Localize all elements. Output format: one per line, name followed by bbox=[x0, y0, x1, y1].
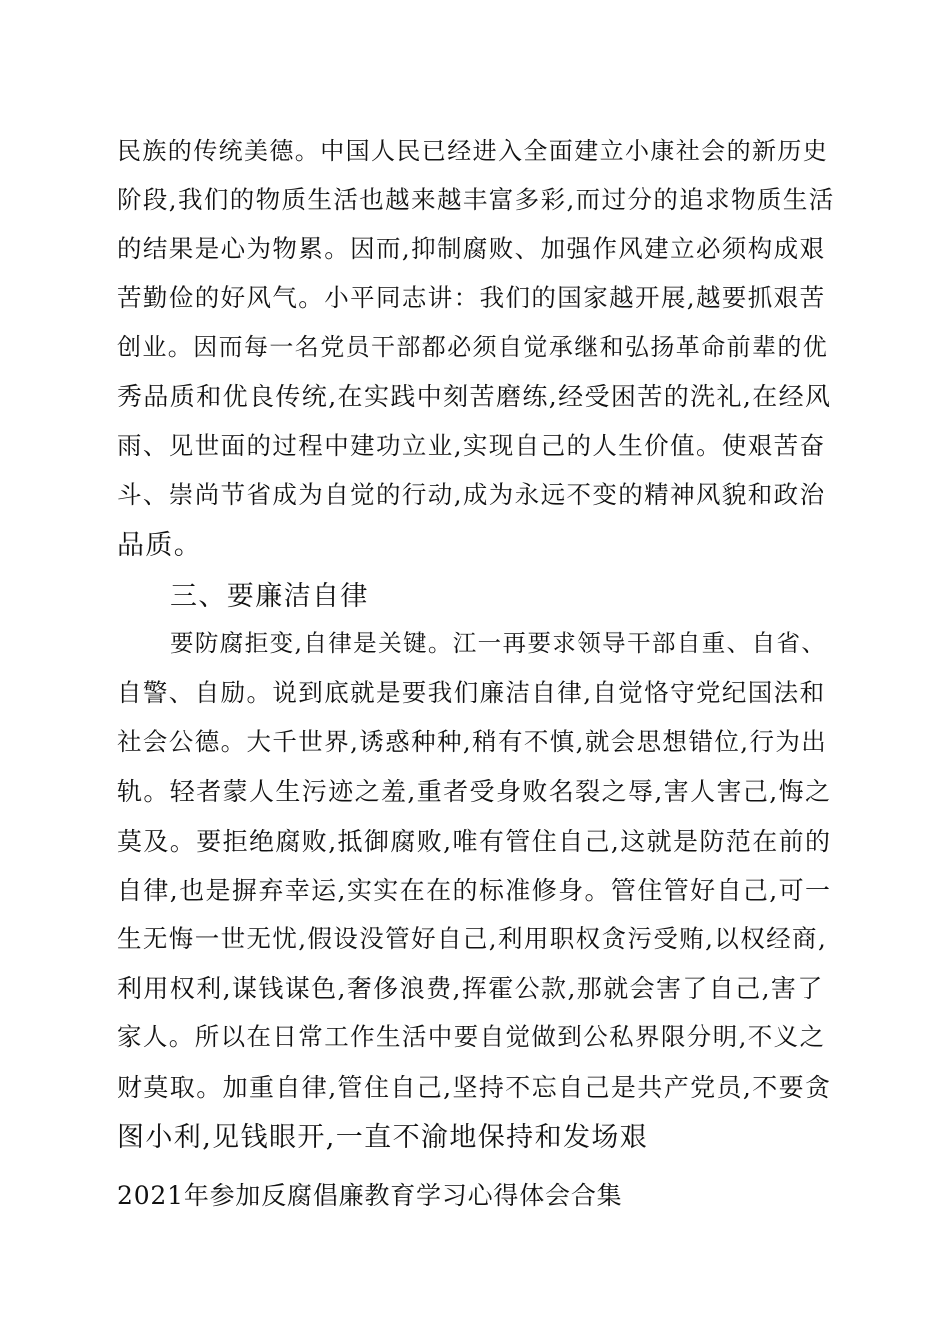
paragraph-line: 图小利,见钱眼开,一直不渝地保持和发场艰 bbox=[117, 1122, 649, 1153]
paragraph-line: 创业。因而每一名党员干部都必须自觉承继和弘扬革命前辈的优 bbox=[117, 333, 829, 361]
paragraph-line: 苦勤俭的好风气。小平同志讲：我们的国家越开展,越要抓艰苦 bbox=[117, 283, 826, 312]
paragraph-line: 利用权利,谋钱谋色,奢侈浪费,挥霍公款,那就会害了自己,害了 bbox=[117, 974, 824, 1003]
paragraph-line: 轨。轻者蒙人生污迹之羞,重者受身败名裂之辱,害人害己,悔之 bbox=[117, 777, 832, 806]
paragraph-line: 品质。 bbox=[117, 530, 203, 561]
paragraph-line: 财莫取。加重自律,管住自己,坚持不忘自己是共产党员,不要贪 bbox=[117, 1073, 832, 1102]
paragraph-line: 民族的传统美德。中国人民已经进入全面建立小康社会的新历史 bbox=[117, 137, 829, 165]
paragraph-line: 自警、自励。说到底就是要我们廉洁自律,自觉恪守党纪国法和 bbox=[117, 678, 826, 707]
paragraph-line: 社会公德。大千世界,诱惑种种,稍有不慎,就会思想错位,行为出 bbox=[117, 727, 828, 756]
paragraph-line: 要防腐拒变,自律是关键。江一再要求领导干部自重、自省、 bbox=[170, 629, 827, 657]
paragraph-line: 雨、见世面的过程中建功立业,实现自己的人生价值。使艰苦奋 bbox=[117, 431, 826, 460]
paragraph-line: 秀品质和优良传统,在实践中刻苦磨练,经受困苦的洗礼,在经风 bbox=[117, 382, 832, 411]
paragraph-line: 斗、崇尚节省成为自觉的行动,成为永远不变的精神风貌和政治 bbox=[117, 480, 826, 509]
paragraph-line: 莫及。要拒绝腐败,抵御腐败,唯有管住自己,这就是防范在前的 bbox=[117, 827, 832, 856]
section-heading: 三、要廉洁自律 bbox=[170, 581, 369, 612]
paragraph-line: 自律,也是摒弃幸运,实实在在的标准修身。管住管好自己,可一 bbox=[117, 876, 832, 905]
paragraph-line: 阶段,我们的物质生活也越来越丰富多彩,而过分的追求物质生活 bbox=[117, 185, 835, 214]
paragraph-line: 的结果是心为物累。因而,抑制腐败、加强作风建立必须构成艰 bbox=[117, 234, 826, 263]
paragraph-line: 家人。所以在日常工作生活中要自觉做到公私界限分明,不义之 bbox=[117, 1022, 826, 1051]
document-title: 2021年参加反腐倡廉教育学习心得体会合集 bbox=[117, 1181, 623, 1210]
paragraph-line: 生无悔一世无忧,假设没管好自己,利用职权贪污受贿,以权经商, bbox=[117, 924, 828, 953]
